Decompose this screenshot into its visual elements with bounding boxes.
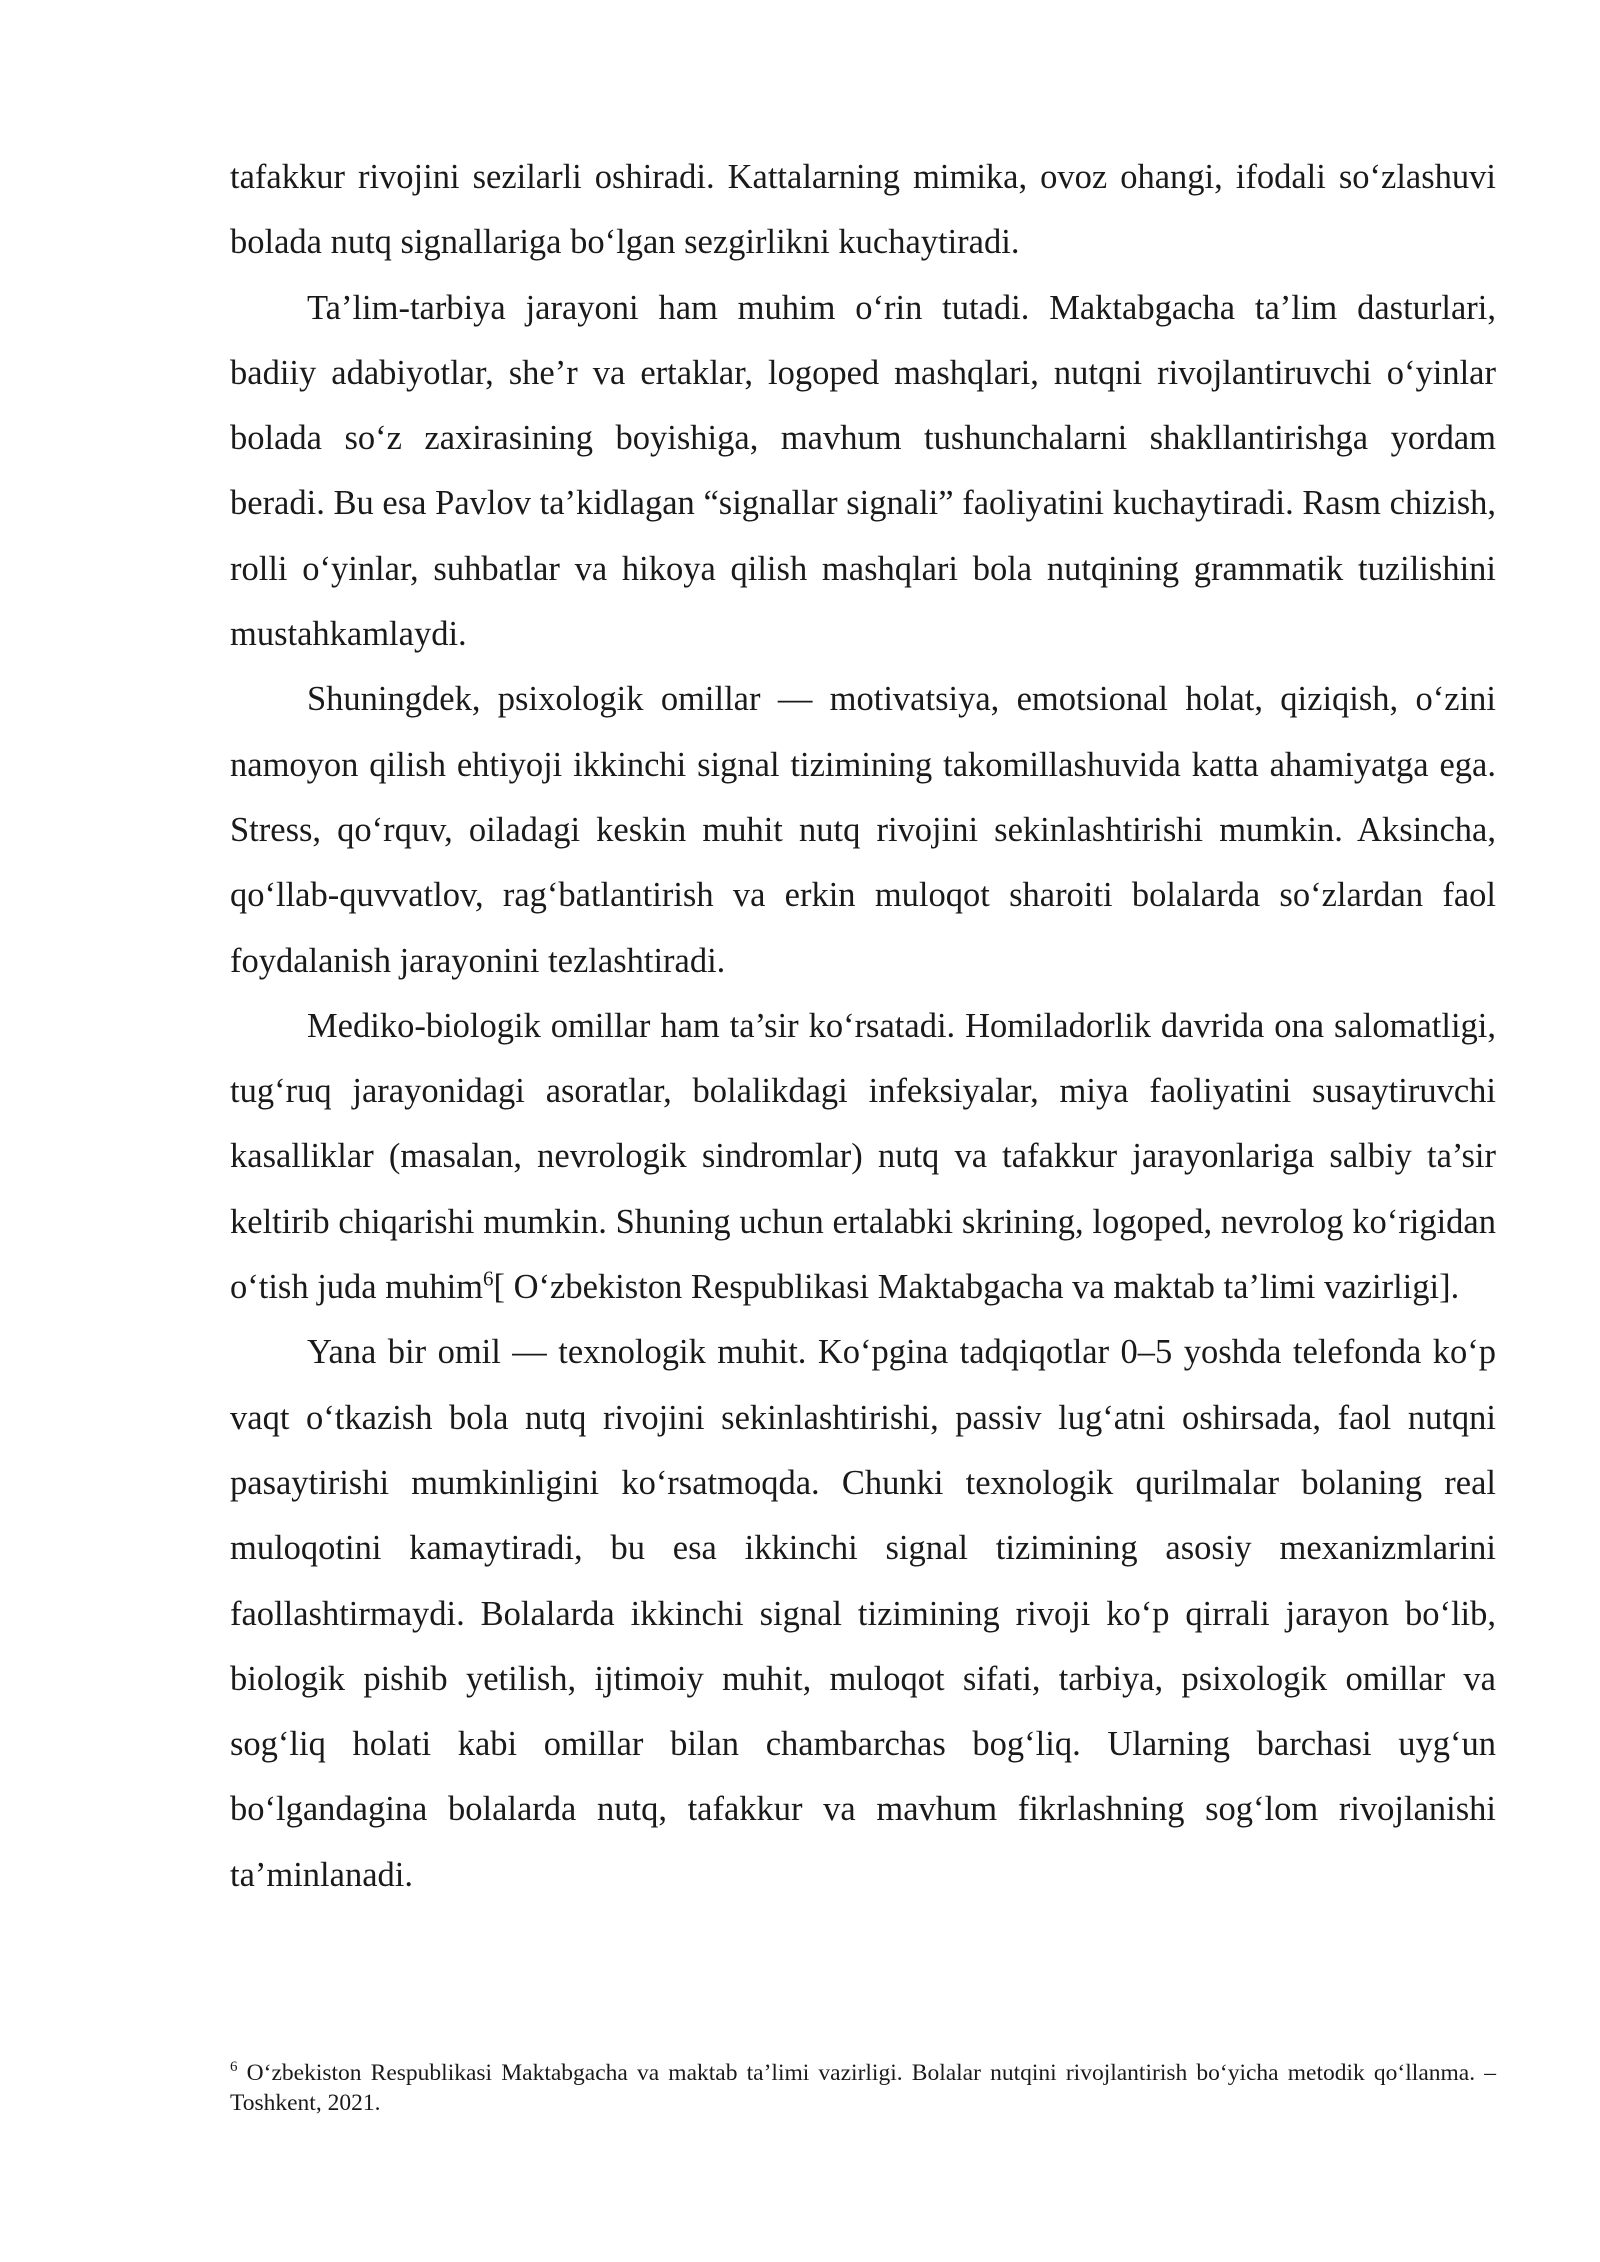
paragraph-education: Ta’lim-tarbiya jarayoni ham muhim o‘rin tutadi. Maktabgacha ta’lim dasturlari, badiiy adabiyotlar, she’r va ertaklar, logoped mashqlari, nutqni rivojlantiruvchi o‘yinlar bolada so‘z zaxirasining boyishiga, mavhum tushunchalarni shakllantirishga yordam beradi. Bu esa Pavlov ta’kidlagan “signallar signali” faoliyatini kuchaytiradi. Rasm chizish, rolli o‘yinlar, suhbatlar va hikoya qilish mashqlari bola nutqining grammatik tuzilishini mustahkamlaydi.: [230, 288, 1496, 654]
paragraph-medico-biological: [230, 994, 1496, 1320]
paragraph-technological: Yana bir omil — texnologik muhit. Ko‘pgina tadqiqotlar 0–5 yoshda telefonda ko‘p vaqt o‘tkazish bola nutq rivojini sekinlashtirishi, passiv lug‘atni oshirsada, faol nutqni pasaytirishi mumkinligini ko‘rsatmoqda. Chunki texnologik qurilmalar bolaning real muloqotini kamaytiradi, bu esa ikkinchi signal tizimining asosiy mexanizmlarini faollashtirmaydi. Bolalarda ikkinchi signal tizimining rivoji ko‘p qirrali jarayon bo‘lib, biologik pishib yetilish, ijtimoiy muhit, muloqot sifati, tarbiya, psixologik omillar va sog‘liq holati kabi omillar bilan chambarchas bog‘liq. Ularning barchasi uyg‘un bo‘lgandagina bolalarda nutq, tafakkur va mavhum fikrlashning sog‘lom rivojlanishi ta’minlanadi.: [230, 1333, 1496, 1894]
paragraph-medico-biological-text: Mediko-biologik omillar ham ta’sir ko‘rsatadi. Homiladorlik davrida ona salomatligi, tug‘ruq jarayonidagi asoratlar, bolalikdagi infeksiyalar, miya faoliyatini susaytiruvchi kasalliklar (masalan, nevrologik sindromlar) nutq va tafakkur jarayonlariga salbiy ta’sir keltirib chiqarishi mumkin. Shuning uchun ertalabki skrining, logoped, nevrolog ko‘rigidan o‘tish juda muhim: [230, 1006, 1496, 1307]
footnote: [230, 2058, 1496, 2118]
paragraph-psychological: Shuningdek, psixologik omillar — motivatsiya, emotsional holat, qiziqish, o‘zini namoyon qilish ehtiyoji ikkinchi signal tizimining takomillashuvida katta ahamiyatga ega. Stress, qo‘rquv, oiladagi keskin muhit nutq rivojini sekinlashtirishi mumkin. Aksincha, qo‘llab-quvvatlov, rag‘batlantirish va erkin muloqot sharoiti bolalarda so‘zlardan faol foydalanish jarayonini tezlashtiradi.: [230, 680, 1496, 980]
footnote-number: 6: [230, 2059, 238, 2076]
body-text: [230, 145, 1496, 1908]
paragraph-continuation: tafakkur rivojini sezilarli oshiradi. Kattalarning mimika, ovoz ohangi, ifodali so‘zlashuvi bolada nutq signallariga bo‘lgan sezgirlikni kuchaytiradi.: [230, 158, 1496, 262]
paragraph-medico-biological-citation: [ O‘zbekiston Respublikasi Maktabgacha va maktab ta’limi vazirligi].: [493, 1268, 1460, 1307]
footnote-text: O‘zbekiston Respublikasi Maktabgacha va maktab ta’limi vazirligi. Bolalar nutqini rivojlantirish bo‘yicha metodik qo‘llanma. – Toshkent, 2021.: [230, 2060, 1496, 2116]
footnote-reference[interactable]: 6: [483, 1266, 494, 1291]
